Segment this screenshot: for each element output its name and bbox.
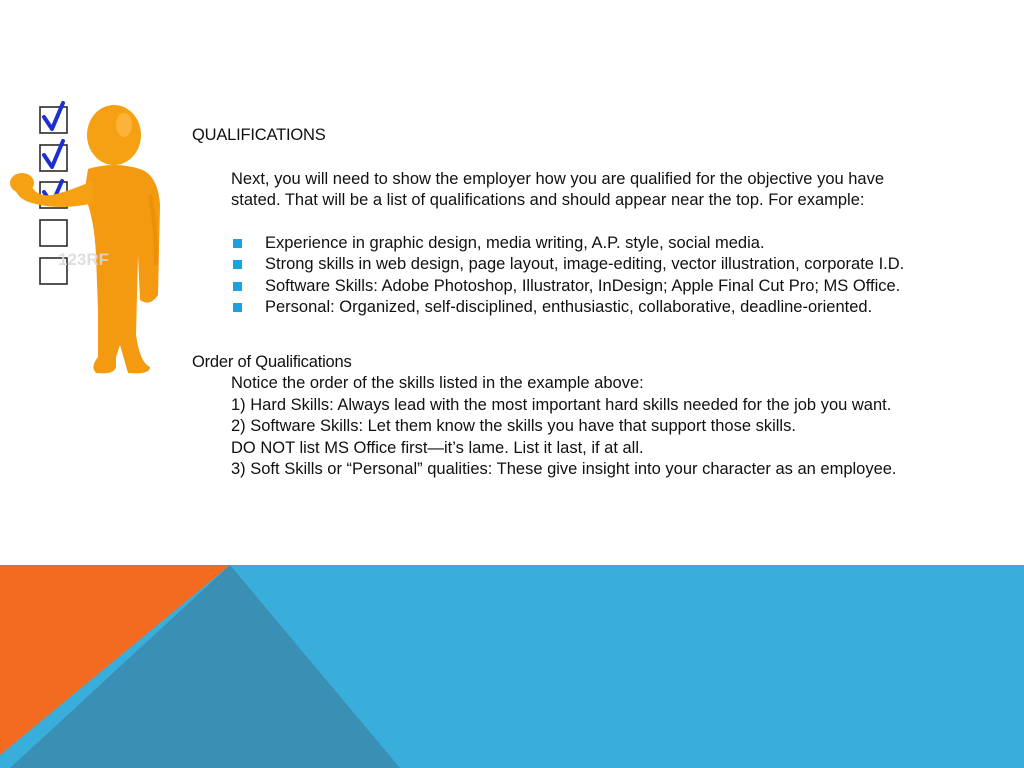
list-item bbox=[231, 233, 1012, 255]
list-item bbox=[231, 254, 1012, 276]
watermark: 123RF bbox=[58, 250, 110, 269]
bullet-square-icon bbox=[233, 303, 242, 312]
list-item-text: Personal: Organized, self-disciplined, enthusiastic, collaborative, deadline-oriented. bbox=[265, 298, 873, 316]
slide-content bbox=[192, 125, 1012, 481]
order-line: Notice the order of the skills listed in the example above: bbox=[231, 374, 644, 392]
intro-line: Next, you will need to show the employer how you are qualified for the objective you have bbox=[231, 169, 885, 188]
intro-line: stated. That will be a list of qualifications and should appear near the top. For example: bbox=[231, 191, 865, 209]
list-item-text: Software Skills: Adobe Photoshop, Illustrator, InDesign; Apple Final Cut Pro; MS Office. bbox=[265, 276, 901, 295]
order-line: 2) Software Skills: Let them know the skills you have that support those skills. bbox=[231, 417, 796, 435]
person-with-checklist-icon bbox=[0, 95, 180, 385]
decorative-band bbox=[0, 565, 1024, 768]
intro-paragraph bbox=[192, 169, 1012, 212]
check-marks bbox=[44, 103, 63, 204]
order-line: 3) Soft Skills or “Personal” qualities: These give insight into your character as an employee. bbox=[231, 460, 897, 478]
list-item bbox=[231, 297, 1012, 319]
order-paragraph bbox=[192, 373, 1012, 481]
order-line: 1) Hard Skills: Always lead with the most important hard skills needed for the job you want. bbox=[231, 395, 892, 414]
figure-body bbox=[10, 105, 160, 373]
bullet-square-icon bbox=[233, 282, 242, 291]
list-item-text: Strong skills in web design, page layout, image-editing, vector illustration, corporate I.D. bbox=[265, 255, 905, 273]
list-item-text: Experience in graphic design, media writing, A.P. style, social media. bbox=[265, 233, 765, 252]
list-item bbox=[231, 276, 1012, 298]
bullet-square-icon bbox=[233, 239, 242, 248]
order-heading: Order of Qualifications bbox=[192, 352, 352, 371]
order-line: DO NOT list MS Office first—it’s lame. List it last, if at all. bbox=[231, 438, 644, 457]
bullet-square-icon bbox=[233, 260, 242, 269]
qualifications-list bbox=[192, 233, 1012, 319]
qualifications-heading: QUALIFICATIONS bbox=[192, 126, 326, 144]
